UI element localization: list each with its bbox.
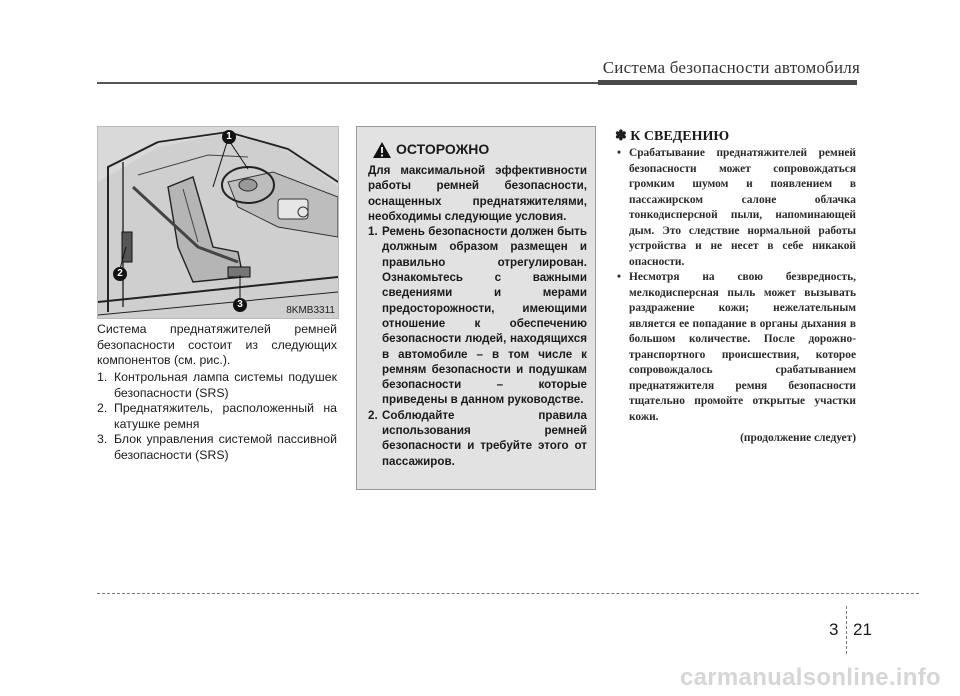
section-number: 3 <box>829 620 839 639</box>
list-item-number: 3. <box>97 432 108 446</box>
list-item <box>97 432 337 463</box>
warning-title: ОСТОРОЖНО <box>396 141 490 157</box>
page-number-separator <box>846 606 847 654</box>
figure-code: 8KMB3311 <box>286 305 335 316</box>
watermark: carmanualsonline.info <box>679 664 941 691</box>
warning-item-text: Ремень безопасности должен быть должным образом размещен и правильно отрегулирован. Ознакомьтесь с важными сведениями и мерами предосторожности, имеющими отношение к обеспечению безопасности людей, находящихся в автомобиле – в том числе к ремням безопасности и подушкам безопасности – которые приведены в данном руководстве. <box>382 225 587 407</box>
warning-item-number: 2. <box>368 408 378 422</box>
list-item-text: Контрольная лампа системы подушек безопасности (SRS) <box>114 370 337 400</box>
list-item-text: Блок управления системой пассивной безопасности (SRS) <box>114 432 337 462</box>
warning-item <box>368 224 587 408</box>
warning-triangle-icon <box>372 141 392 159</box>
note-bullet <box>615 270 856 425</box>
warning-item-text: Соблюдайте правила использования ремней безопасности и требуйте этого от пассажиров. <box>382 408 587 468</box>
note-bullet <box>615 146 856 270</box>
warning-intro: Для максимальной эффективности работы ремней безопасности, оснащенных преднатяжителями, необходимы следующие условия. <box>368 164 587 223</box>
list-item-number: 2. <box>97 401 108 415</box>
seatbelt-pretensioner-illustration <box>97 126 339 319</box>
list-item <box>97 370 337 401</box>
warning-item <box>368 408 587 469</box>
list-item-number: 1. <box>97 370 108 384</box>
list-item <box>97 401 337 432</box>
header-title: Система безопасности автомобиля <box>602 58 860 77</box>
note-bullet-text: Несмотря на свою безвредность, мелкодисперсная пыль может вызывать раздражение кожи; нежелательным является ее попадание в органы дыхания в большом количестве. После дорожно-транспортного происшествия, которое сопровождалось срабатыванием преднатяжителя ремня безопасности тщательно промойте открытые участки кожи. <box>629 271 856 423</box>
callout-2: 2 <box>113 267 127 281</box>
component-list <box>97 370 337 463</box>
note-bullet-text: Срабатывание преднатяжителей ремней безопасности может сопровождаться громким шумом и появлением в пассажирском салоне облачка тонкодисперсной пыли, напоминающей дым. Это следствие нормальной работы устройства и не несет в себе никакой опасности. <box>629 147 856 268</box>
bullet-dot-icon: • <box>617 271 621 283</box>
note-title: ✽ К СВЕДЕНИЮ <box>615 129 730 144</box>
note-bullets <box>615 146 856 425</box>
pretensioner-intro: Система преднатяжителей ремней безопасности состоит из следующих компонентов (см. рис.). <box>97 322 337 367</box>
callout-3: 3 <box>233 298 247 312</box>
car-interior-drawing <box>98 127 338 318</box>
continued-note: (продолжение следует) <box>740 432 856 444</box>
header-rule-accent <box>598 80 857 85</box>
list-item-text: Преднатяжитель, расположенный на катушке ремня <box>114 401 337 431</box>
warning-body <box>368 163 587 469</box>
callout-1: 1 <box>222 130 236 144</box>
footer-rule <box>97 593 919 594</box>
warning-item-number: 1. <box>368 225 378 239</box>
bullet-dot-icon: • <box>617 147 621 159</box>
warning-box <box>356 126 596 490</box>
page-number: 21 <box>853 620 872 639</box>
